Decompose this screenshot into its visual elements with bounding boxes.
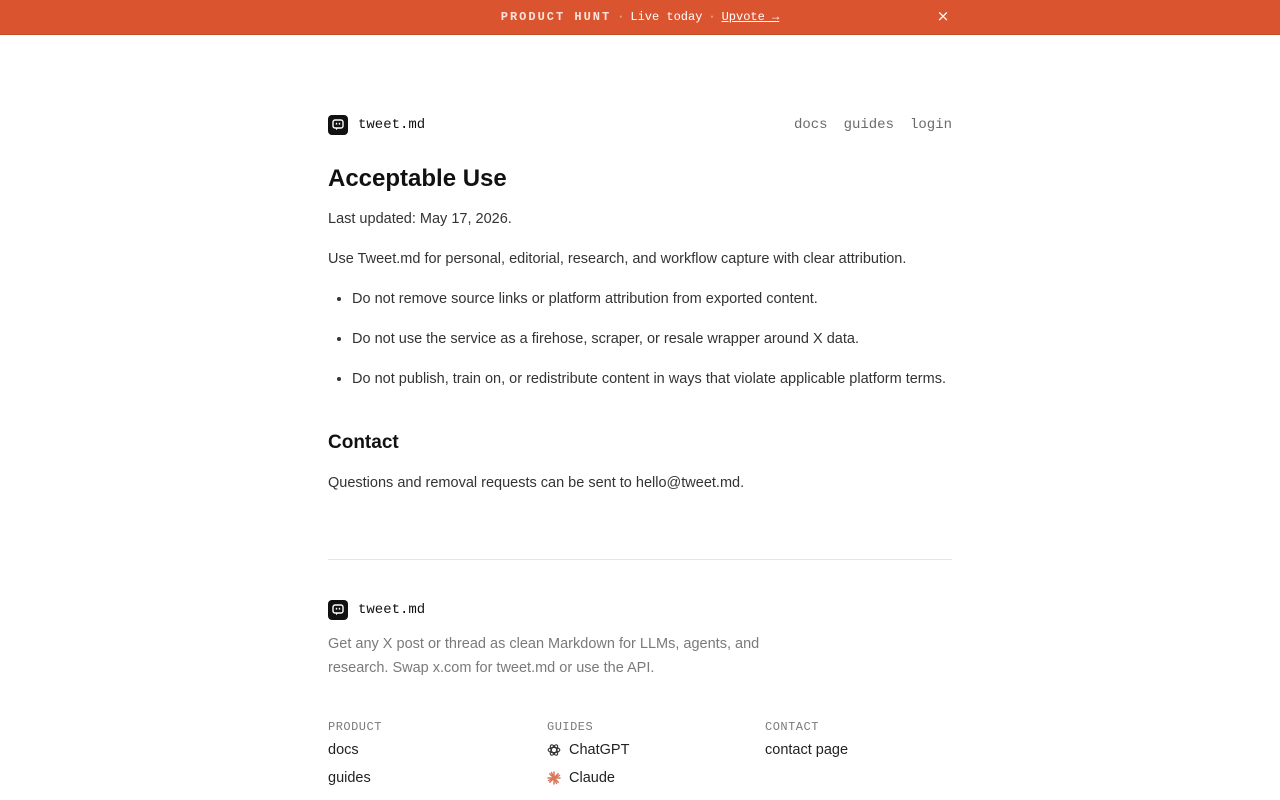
claude-icon (547, 771, 561, 785)
footer-logo-text: tweet.md (358, 602, 426, 618)
nav-docs[interactable]: docs (793, 117, 828, 133)
footer-link-docs[interactable] (328, 736, 528, 764)
banner-separator: · (708, 10, 716, 24)
page-title: Acceptable Use (328, 165, 507, 192)
footer-link-label: Claude (569, 770, 615, 786)
footer-column-product (328, 718, 528, 792)
contact-heading: Contact (328, 432, 399, 453)
footer-column-contact (765, 718, 965, 764)
site-header (328, 115, 952, 135)
rules-list (328, 287, 952, 407)
logo-text: tweet.md (358, 117, 426, 133)
footer-column-title: PRODUCT (328, 720, 382, 734)
logo-link[interactable] (328, 115, 425, 135)
contact-text: Questions and removal requests can be sent to hello@tweet.md. (328, 475, 745, 491)
logo-icon (328, 600, 348, 620)
main-nav (778, 117, 952, 133)
footer-link-label: contact page (765, 742, 849, 758)
footer-link-chatgpt[interactable] (547, 736, 747, 764)
banner-brand: PRODUCT HUNT (500, 10, 612, 24)
chatgpt-icon (547, 743, 561, 757)
footer-column-guides (547, 718, 747, 792)
last-updated: Last updated: May 17, 2026. (328, 211, 512, 227)
banner-status: Live today (630, 10, 703, 24)
footer-column-title: CONTACT (765, 720, 819, 734)
logo-icon (328, 115, 348, 135)
footer-link-label: guides (328, 770, 371, 786)
footer-column-title: GUIDES (547, 720, 594, 734)
footer-link-claude[interactable] (547, 764, 747, 792)
list-item: • Do not publish, train on, or redistribute content in ways that violate applicable platform terms. (352, 367, 952, 391)
upvote-link[interactable]: Upvote → (721, 10, 780, 24)
list-item: • Do not use the service as a firehose, scraper, or resale wrapper around X data. (352, 327, 952, 351)
close-icon[interactable]: × (936, 7, 950, 25)
footer-link-label: ChatGPT (569, 742, 630, 758)
banner-separator: · (617, 10, 625, 24)
nav-guides[interactable]: guides (843, 117, 894, 133)
footer-divider (328, 559, 952, 560)
nav-login[interactable]: login (909, 117, 952, 133)
footer-tagline: Get any X post or thread as clean Markdown for LLMs, agents, and research. Swap x.com for tweet.md or use the API. (328, 636, 760, 676)
footer-link-guides[interactable] (328, 764, 528, 792)
product-hunt-banner (0, 0, 1280, 35)
footer-link-contact[interactable] (765, 736, 965, 764)
footer-link-label: docs (328, 742, 359, 758)
footer-logo[interactable] (328, 600, 425, 620)
intro-text: Use Tweet.md for personal, editorial, research, and workflow capture with clear attribution. (328, 251, 907, 267)
list-item: • Do not remove source links or platform attribution from exported content. (352, 287, 952, 311)
